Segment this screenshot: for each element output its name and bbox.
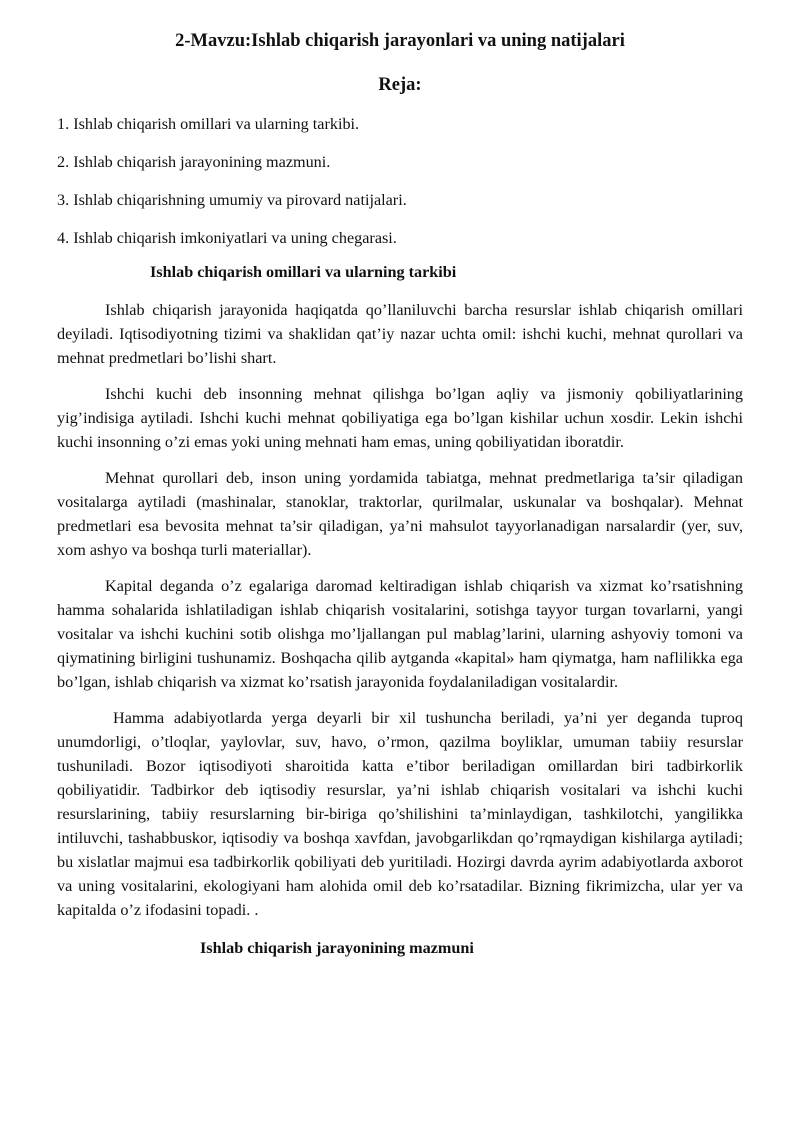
- plan-item-2: 2. Ishlab chiqarish jarayonining mazmuni.: [57, 153, 331, 171]
- document-title: 2-Mavzu:Ishlab chiqarish jarayonlari va uning natijalari: [175, 31, 625, 51]
- paragraph-2: Ishchi kuchi deb insonning mehnat qilishga bo’lgan aqliy va jismoniy qobiliyatlarining yig’indisiga aytiladi. Ishchi kuchi mehnat qobiliyatiga ega bo’lgan kishilar uchun xosdir. Lekin ishchi kuchi insonning o’zi emas yoki uning mehnati ham emas, uning qobiliyatidan iboratdir.: [57, 385, 743, 451]
- paragraph-3: Mehnat qurollari deb, inson uning yordamida tabiatga, mehnat predmetlariga ta’sir qiladigan vositalarga aytiladi (mashinalar, stanoklar, traktorlar, qurilmalar, uskunalar va boshqalar). Mehnat predmetlari esa bevosita mehnat ta’sir qiladigan, ya’ni mahsulot tayyorlanadigan narsalardir (yer, suv, xom ashyo va boshqa turli materiallar).: [57, 469, 743, 559]
- plan-list: [57, 112, 743, 250]
- plan-item-3: 3. Ishlab chiqarishning umumiy va pirovard natijalari.: [57, 191, 407, 209]
- paragraph-1: Ishlab chiqarish jarayonida haqiqatda qo’llaniluvchi barcha resurslar ishlab chiqarish omillari deyiladi. Iqtisodiyotning tizimi va shaklidan qat’iy nazar uchta omil: ishchi kuchi, mehnat qurollari va mehnat predmetlari bo’lishi shart.: [57, 301, 743, 367]
- section-heading-factors: Ishlab chiqarish omillari va ularning tarkibi: [150, 263, 457, 281]
- plan-item-4: 4. Ishlab chiqarish imkoniyatlari va uning chegarasi.: [57, 229, 397, 247]
- section-heading-process: Ishlab chiqarish jarayonining mazmuni: [200, 939, 474, 957]
- paragraph-4: Kapital deganda o’z egalariga daromad keltiradigan ishlab chiqarish va xizmat ko’rsatishning hamma sohalarida ishlatiladigan ishlab chiqarish vositalarini, sotishga tayyor turgan tovarlarni, yangi vositalar va ishchi kuchini sotib olishga mo’ljallangan pul mablag’larini, ularning ashyoviy tomoni va qiymatining birligini tushunamiz. Boshqacha qilib aytganda «kapital» ham qiymatga, ham naflilikka ega bo’lgan, ishlab chiqarish va xizmat ko’rsatish jarayonida foydalaniladigan vositalardir.: [57, 577, 743, 691]
- plan-item-1: 1. Ishlab chiqarish omillari va ularning tarkibi.: [57, 115, 360, 133]
- paragraph-5: Hamma adabiyotlarda yerga deyarli bir xil tushuncha beriladi, ya’ni yer deganda tuproq unumdorligi, o’tloqlar, yaylovlar, suv, havo, o’rmon, qazilma boyliklar, umuman tabiiy resurslar tushuniladi. Bozor iqtisodiyoti sharoitida katta e’tibor beriladigan omillardan biri tadbirkorlik qobiliyatidir. Tadbirkor deb iqtisodiy resurslar, ya’ni ishlab chiqarish vositalari va ishchi kuchi resurslarining, tabiiy resurslarning bir-biriga qo’shilishini ta’minlaydigan, tashkilotchi, yangilikka intiluvchi, tashabbuskor, iqtisodiy va boshqa xavfdan, javobgarlikdan qo’rqmaydigan kishilarga aytiladi; bu xislatlar majmui esa tadbirkorlik qobiliyati deb yuritiladi. Hozirgi davrda ayrim adabiyotlarda axborot va uning vositalarini, ekologiyani ham alohida omil deb ko’rsatadilar. Bizning fikrimizcha, ular yer va kapitalda o’z ifodasini topadi. .: [57, 709, 743, 919]
- plan-heading: Reja:: [378, 75, 422, 95]
